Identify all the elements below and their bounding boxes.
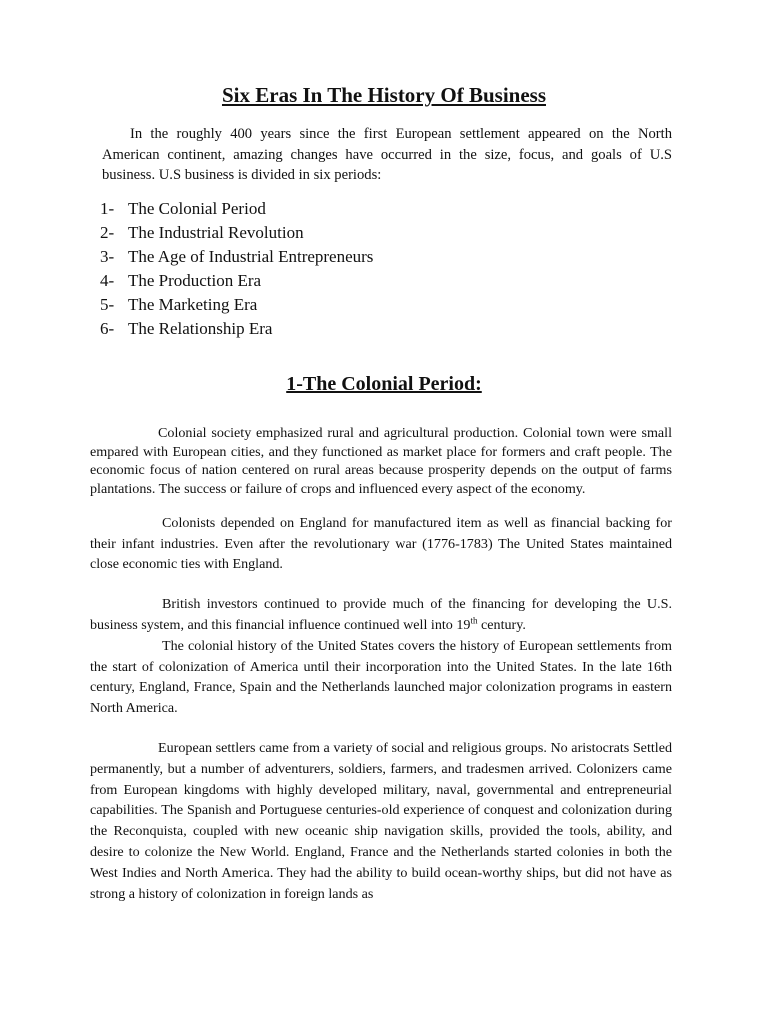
- period-item: [100, 293, 540, 317]
- period-label: The Colonial Period: [127, 199, 266, 218]
- period-number: 2-: [100, 223, 115, 242]
- period-label: The Marketing Era: [127, 295, 258, 314]
- period-item: [100, 245, 540, 269]
- period-number: 4-: [100, 271, 115, 290]
- period-item: [100, 221, 540, 245]
- paragraph-text: British investors continued to provide much of the financing for developing the U.S. business system, and this financial influence continued well into 19: [90, 596, 672, 633]
- period-item: [100, 197, 540, 221]
- body-paragraph-1: Colonial society emphasized rural and agricultural production. Colonial town were small empared with European cities, and they functioned as market place for formers and craft people. The economic focus of nation centered on rural areas because prosperity depends on the output of farms plantations. The success or failure of crops and influenced every aspect of the economy.: [90, 425, 672, 497]
- period-label: The Age of Industrial Entrepreneurs: [127, 247, 374, 266]
- period-number: 3-: [100, 247, 115, 266]
- paragraph-text: century.: [477, 616, 526, 633]
- period-item: [100, 317, 540, 341]
- body-paragraph-5: European settlers came from a variety of social and religious groups. No aristocrats Settled permanently, but a number of adventurers, soldiers, farmers, and tradesmen arrived. Colonizers came from European kingdoms with highly developed military, naval, governmental and entrepreneurial capabilities. The Spanish and Portuguese centuries-old experience of conquest and colonization during the Reconquista, coupled with new oceanic ship navigation skills, provided the tools, ability, and desire to colonize the New World. England, France and the Netherlands started colonies in both the West Indies and North America. They had the ability to build ocean-worthy ships, but did not have as strong a history of colonization in foreign lands as: [90, 740, 672, 902]
- body-paragraph-4: The colonial history of the United States covers the history of European settlements from the start of colonization of America until their incorporation into the United States. In the late 16th century, England, France, Spain and the Netherlands launched major colonization programs in eastern North America.: [90, 638, 672, 716]
- period-label: The Relationship Era: [127, 319, 273, 338]
- period-number: 5-: [100, 295, 115, 314]
- periods-list: [100, 197, 540, 341]
- period-label: The Industrial Revolution: [127, 223, 304, 242]
- period-number: 1-: [100, 199, 115, 218]
- document-title: Six Eras In The History Of Business: [221, 83, 546, 107]
- superscript: th: [470, 614, 478, 625]
- period-item: [100, 269, 540, 293]
- period-label: The Production Era: [127, 271, 262, 290]
- section-heading: 1-The Colonial Period:: [286, 373, 482, 395]
- period-number: 6-: [100, 319, 115, 338]
- body-paragraph-2: Colonists depended on England for manufactured item as well as financial backing for their infant industries. Even after the revolutionary war (1776-1783) The United States maintained close economic ties with England.: [90, 515, 672, 572]
- body-paragraph-3: [90, 594, 672, 635]
- intro-paragraph: In the roughly 400 years since the first European settlement appeared on the North American continent, amazing changes have occurred in the size, focus, and goals of U.S business. U.S business is divided in six periods:: [102, 126, 672, 183]
